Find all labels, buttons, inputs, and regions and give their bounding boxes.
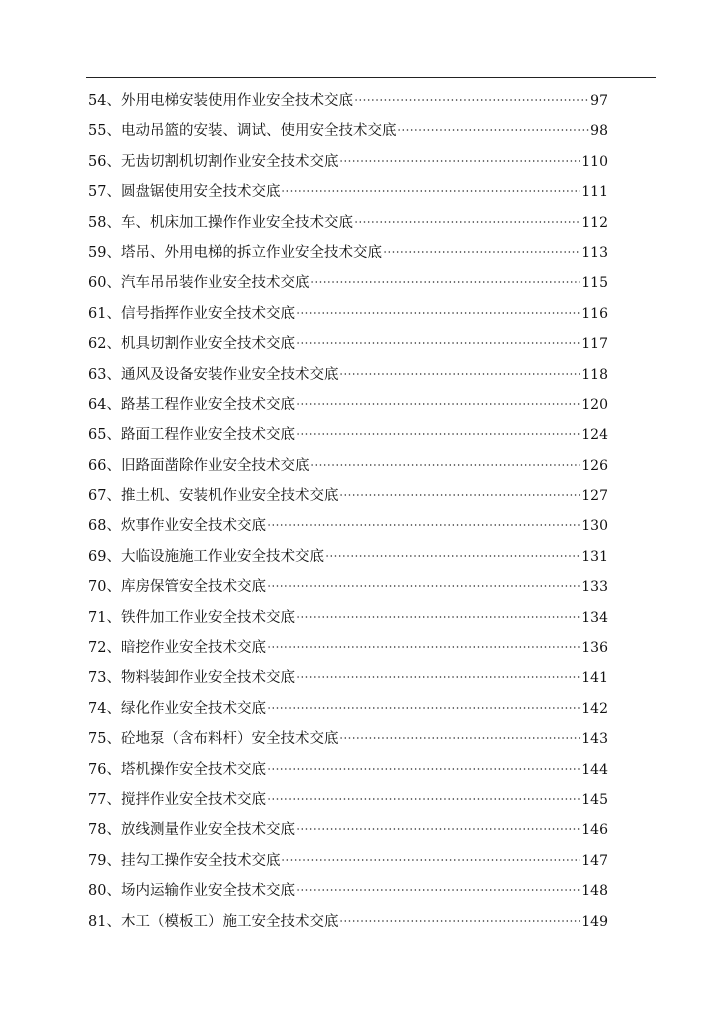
dot-leader xyxy=(267,646,580,648)
dot-leader xyxy=(296,342,580,344)
entry-number: 67、 xyxy=(88,488,121,505)
toc-entry[interactable] xyxy=(88,663,608,693)
entry-page-number: 111 xyxy=(581,184,608,201)
entry-number: 64、 xyxy=(88,396,121,413)
entry-title: 放线测量作业安全技术交底 xyxy=(120,822,295,839)
entry-page-number: 133 xyxy=(581,579,608,596)
entry-page-number: 112 xyxy=(581,214,608,231)
entry-number: 65、 xyxy=(88,427,121,444)
entry-title: 木工（模板工）施工安全技术交底 xyxy=(120,913,339,930)
toc-entry[interactable] xyxy=(88,755,608,785)
dot-leader xyxy=(354,221,580,223)
entry-number: 61、 xyxy=(88,305,121,322)
dot-leader xyxy=(310,281,580,283)
dot-leader xyxy=(325,555,580,557)
dot-leader xyxy=(267,524,580,526)
toc-entry[interactable] xyxy=(88,481,608,511)
dot-leader xyxy=(383,251,580,253)
entry-number: 56、 xyxy=(88,153,121,170)
toc-entry[interactable] xyxy=(88,511,608,541)
entry-title: 推土机、安装机作业安全技术交底 xyxy=(120,488,339,505)
entry-number: 57、 xyxy=(88,184,121,201)
entry-title: 机具切割作业安全技术交底 xyxy=(120,336,295,353)
entry-title: 信号指挥作业安全技术交底 xyxy=(120,305,295,322)
entry-title: 无齿切割机切割作业安全技术交底 xyxy=(120,153,339,170)
dot-leader xyxy=(296,616,580,618)
entry-title: 铁件加工作业安全技术交底 xyxy=(120,609,295,626)
entry-number: 59、 xyxy=(88,244,121,261)
dot-leader xyxy=(397,129,589,131)
entry-page-number: 130 xyxy=(581,518,608,535)
table-of-contents xyxy=(88,86,608,937)
toc-entry[interactable] xyxy=(88,238,608,268)
entry-number: 60、 xyxy=(88,275,121,292)
entry-title: 暗挖作业安全技术交底 xyxy=(120,640,266,657)
entry-number: 69、 xyxy=(88,548,121,565)
entry-title: 车、机床加工操作作业安全技术交底 xyxy=(120,214,353,231)
dot-leader xyxy=(267,768,580,770)
entry-title: 路基工程作业安全技术交底 xyxy=(120,396,295,413)
toc-entry[interactable] xyxy=(88,785,608,815)
entry-number: 68、 xyxy=(88,518,121,535)
entry-page-number: 120 xyxy=(581,396,608,413)
entry-number: 73、 xyxy=(88,670,121,687)
entry-page-number: 127 xyxy=(581,488,608,505)
toc-entry[interactable] xyxy=(88,116,608,146)
dot-leader xyxy=(267,707,580,709)
dot-leader xyxy=(296,403,580,405)
dot-leader xyxy=(296,828,580,830)
dot-leader xyxy=(281,190,580,192)
dot-leader xyxy=(339,160,580,162)
entry-number: 72、 xyxy=(88,640,121,657)
toc-entry[interactable] xyxy=(88,846,608,876)
entry-number: 66、 xyxy=(88,457,121,474)
dot-leader xyxy=(296,433,580,435)
dot-leader xyxy=(339,373,580,375)
dot-leader xyxy=(339,737,580,739)
toc-entry[interactable] xyxy=(88,268,608,298)
toc-entry[interactable] xyxy=(88,542,608,572)
toc-entry[interactable] xyxy=(88,329,608,359)
toc-entry[interactable] xyxy=(88,390,608,420)
entry-page-number: 134 xyxy=(581,609,608,626)
dot-leader xyxy=(296,676,580,678)
toc-entry[interactable] xyxy=(88,360,608,390)
toc-entry[interactable] xyxy=(88,572,608,602)
entry-number: 81、 xyxy=(88,913,121,930)
entry-title: 砼地泵（含布料杆）安全技术交底 xyxy=(120,731,339,748)
entry-page-number: 147 xyxy=(581,852,608,869)
entry-title: 库房保管安全技术交底 xyxy=(120,579,266,596)
entry-page-number: 117 xyxy=(581,336,608,353)
entry-page-number: 136 xyxy=(581,640,608,657)
entry-number: 75、 xyxy=(88,731,121,748)
entry-page-number: 142 xyxy=(581,700,608,717)
toc-entry[interactable] xyxy=(88,299,608,329)
entry-title: 汽车吊吊装作业安全技术交底 xyxy=(120,275,310,292)
entry-title: 挂勾工操作安全技术交底 xyxy=(120,852,281,869)
entry-title: 物料装卸作业安全技术交底 xyxy=(120,670,295,687)
dot-leader xyxy=(310,464,580,466)
toc-entry[interactable] xyxy=(88,208,608,238)
entry-page-number: 126 xyxy=(581,457,608,474)
entry-number: 79、 xyxy=(88,852,121,869)
entry-title: 场内运输作业安全技术交底 xyxy=(120,883,295,900)
dot-leader xyxy=(281,859,580,861)
entry-number: 71、 xyxy=(88,609,121,626)
toc-entry[interactable] xyxy=(88,907,608,937)
toc-entry[interactable] xyxy=(88,86,608,116)
toc-entry[interactable] xyxy=(88,633,608,663)
entry-page-number: 115 xyxy=(581,275,608,292)
entry-title: 路面工程作业安全技术交底 xyxy=(120,427,295,444)
entry-page-number: 98 xyxy=(590,123,608,140)
entry-number: 70、 xyxy=(88,579,121,596)
dot-leader xyxy=(296,889,580,891)
toc-entry[interactable] xyxy=(88,724,608,754)
entry-number: 77、 xyxy=(88,791,121,808)
entry-page-number: 116 xyxy=(581,305,608,322)
entry-page-number: 145 xyxy=(581,791,608,808)
entry-number: 63、 xyxy=(88,366,121,383)
entry-title: 绿化作业安全技术交底 xyxy=(120,700,266,717)
entry-number: 58、 xyxy=(88,214,121,231)
entry-page-number: 148 xyxy=(581,883,608,900)
entry-page-number: 118 xyxy=(581,366,608,383)
entry-page-number: 141 xyxy=(581,670,608,687)
entry-number: 76、 xyxy=(88,761,121,778)
dot-leader xyxy=(339,494,580,496)
entry-title: 通风及设备安装作业安全技术交底 xyxy=(120,366,339,383)
toc-entry[interactable] xyxy=(88,876,608,906)
entry-page-number: 113 xyxy=(581,244,608,261)
toc-entry[interactable] xyxy=(88,451,608,481)
entry-number: 55、 xyxy=(88,123,121,140)
entry-title: 旧路面凿除作业安全技术交底 xyxy=(120,457,310,474)
entry-number: 54、 xyxy=(88,93,121,109)
toc-entry[interactable] xyxy=(88,815,608,845)
entry-number: 78、 xyxy=(88,822,121,839)
entry-number: 74、 xyxy=(88,700,121,717)
toc-entry[interactable] xyxy=(88,420,608,450)
toc-entry[interactable] xyxy=(88,694,608,724)
entry-title: 外用电梯安装使用作业安全技术交底 xyxy=(120,93,353,109)
entry-title: 圆盘锯使用安全技术交底 xyxy=(120,184,281,201)
entry-title: 搅拌作业安全技术交底 xyxy=(120,791,266,808)
entry-page-number: 110 xyxy=(581,153,608,170)
entry-page-number: 149 xyxy=(581,913,608,930)
entry-title: 大临设施施工作业安全技术交底 xyxy=(120,548,324,565)
dot-leader xyxy=(296,312,580,314)
dot-leader xyxy=(267,585,580,587)
header-rule xyxy=(86,77,656,78)
entry-page-number: 131 xyxy=(581,548,608,565)
dot-leader xyxy=(339,920,580,922)
entry-page-number: 143 xyxy=(581,731,608,748)
entry-title: 塔机操作安全技术交底 xyxy=(120,761,266,778)
entry-title: 炊事作业安全技术交底 xyxy=(120,518,266,535)
dot-leader xyxy=(267,798,580,800)
entry-page-number: 124 xyxy=(581,427,608,444)
toc-entry[interactable] xyxy=(88,603,608,633)
entry-number: 62、 xyxy=(88,336,121,353)
toc-entry[interactable] xyxy=(88,177,608,207)
entry-page-number: 144 xyxy=(581,761,608,778)
entry-number: 80、 xyxy=(88,883,121,900)
entry-page-number: 146 xyxy=(581,822,608,839)
entry-title: 塔吊、外用电梯的拆立作业安全技术交底 xyxy=(120,244,382,261)
entry-title: 电动吊篮的安装、调试、使用安全技术交底 xyxy=(120,123,397,140)
toc-entry[interactable] xyxy=(88,147,608,177)
entry-page-number: 97 xyxy=(590,93,608,109)
dot-leader xyxy=(354,99,589,101)
